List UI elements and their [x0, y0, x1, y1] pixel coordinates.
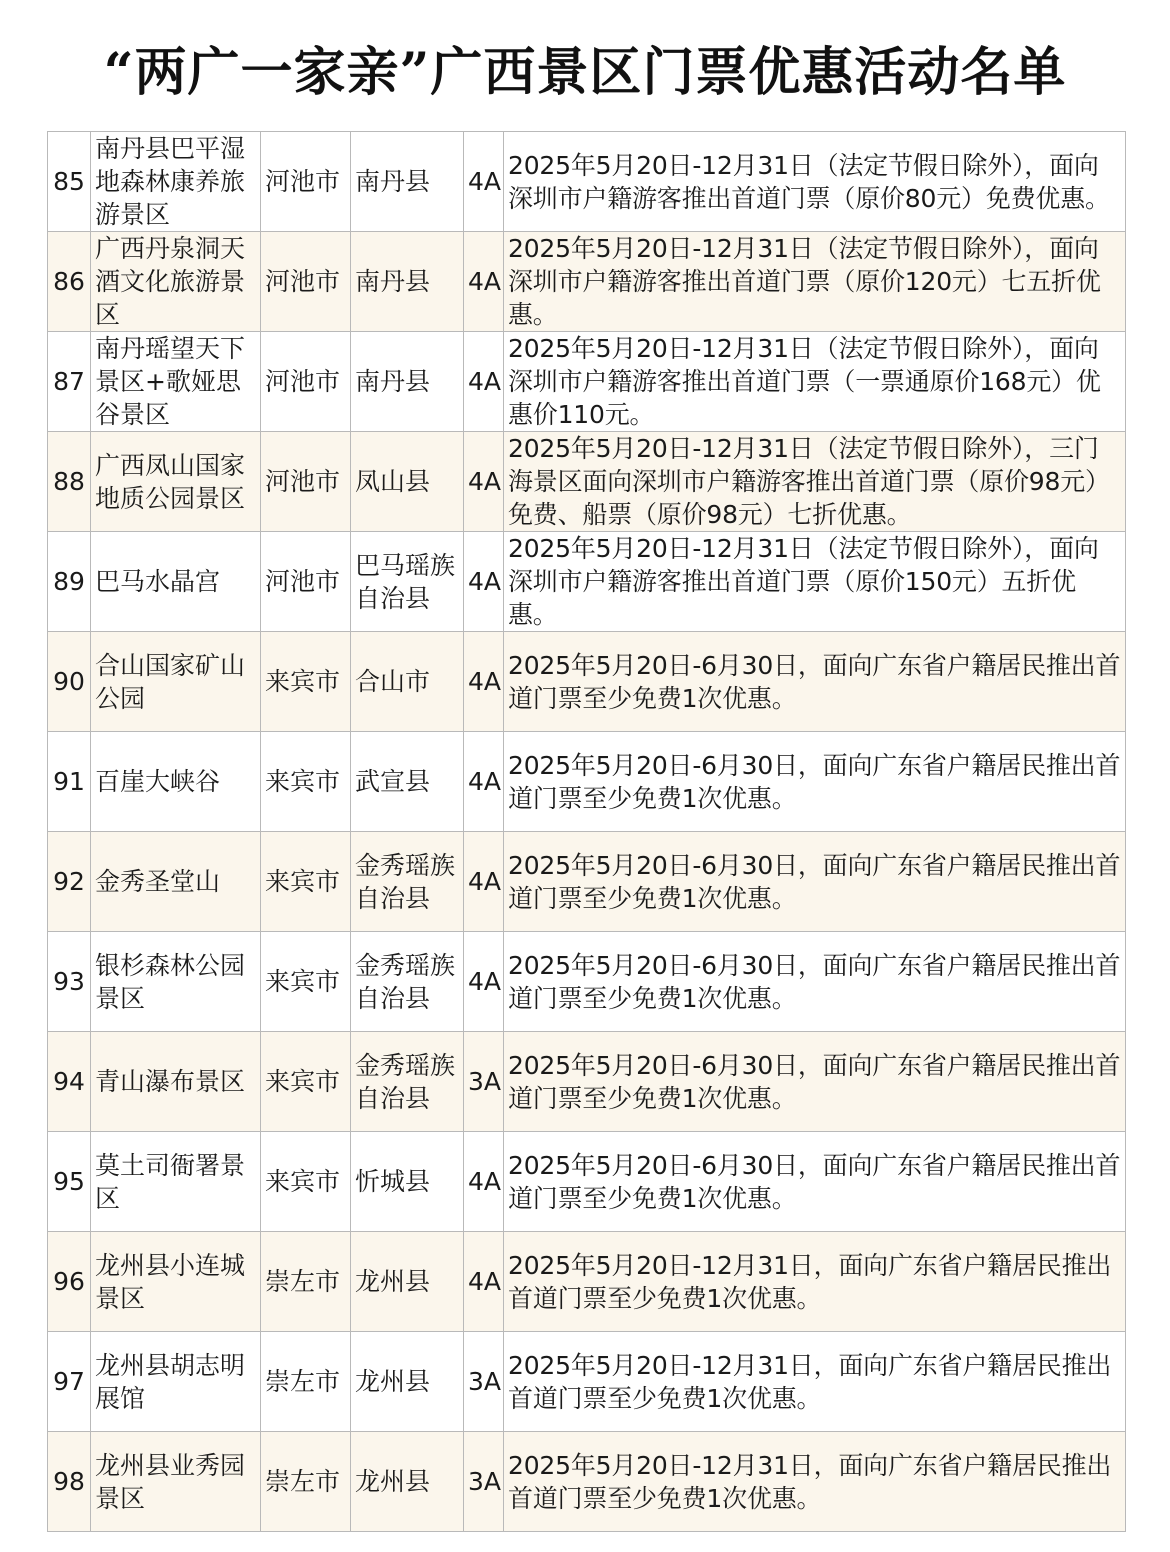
- county-name: 凤山县: [351, 432, 464, 532]
- table-row: [48, 532, 1126, 632]
- scenic-level: 3A: [464, 1432, 504, 1532]
- county-name: 南丹县: [351, 132, 464, 232]
- discount-detail: 2025年5月20日-6月30日，面向广东省户籍居民推出首道门票至少免费1次优惠。: [504, 732, 1126, 832]
- table-row: [48, 132, 1126, 232]
- row-number: 97: [48, 1332, 91, 1432]
- row-number: 94: [48, 1032, 91, 1132]
- scenic-name: 银杉森林公园景区: [91, 932, 261, 1032]
- row-number: 93: [48, 932, 91, 1032]
- city-name: 河池市: [261, 332, 351, 432]
- city-name: 崇左市: [261, 1232, 351, 1332]
- county-name: 金秀瑶族自治县: [351, 1032, 464, 1132]
- discount-detail: 2025年5月20日-12月31日（法定节假日除外），面向深圳市户籍游客推出首道门票（原价150元）五折优惠。: [504, 532, 1126, 632]
- row-number: 91: [48, 732, 91, 832]
- scenic-level: 4A: [464, 632, 504, 732]
- scenic-level: 4A: [464, 432, 504, 532]
- scenic-name: 青山瀑布景区: [91, 1032, 261, 1132]
- scenic-name: 百崖大峡谷: [91, 732, 261, 832]
- scenic-name: 龙州县业秀园景区: [91, 1432, 261, 1532]
- scenic-level: 4A: [464, 532, 504, 632]
- discount-detail: 2025年5月20日-12月31日，面向广东省户籍居民推出首道门票至少免费1次优惠。: [504, 1432, 1126, 1532]
- county-name: 南丹县: [351, 232, 464, 332]
- discount-detail: 2025年5月20日-6月30日，面向广东省户籍居民推出首道门票至少免费1次优惠。: [504, 832, 1126, 932]
- city-name: 来宾市: [261, 1032, 351, 1132]
- discount-detail: 2025年5月20日-12月31日（法定节假日除外），三门海景区面向深圳市户籍游客推出首道门票（原价98元）免费、船票（原价98元）七折优惠。: [504, 432, 1126, 532]
- table-row: [48, 1132, 1126, 1232]
- discount-detail: 2025年5月20日-12月31日（法定节假日除外），面向深圳市户籍游客推出首道门票（一票通原价168元）优惠价110元。: [504, 332, 1126, 432]
- county-name: 龙州县: [351, 1232, 464, 1332]
- scenic-name: 广西凤山国家地质公园景区: [91, 432, 261, 532]
- row-number: 85: [48, 132, 91, 232]
- county-name: 龙州县: [351, 1432, 464, 1532]
- county-name: 龙州县: [351, 1332, 464, 1432]
- scenic-level: 3A: [464, 1032, 504, 1132]
- city-name: 河池市: [261, 232, 351, 332]
- table-row: [48, 1232, 1126, 1332]
- row-number: 95: [48, 1132, 91, 1232]
- scenic-discount-table: [47, 131, 1126, 1532]
- scenic-level: 4A: [464, 732, 504, 832]
- scenic-name: 合山国家矿山公园: [91, 632, 261, 732]
- row-number: 88: [48, 432, 91, 532]
- scenic-name: 莫土司衙署景区: [91, 1132, 261, 1232]
- city-name: 来宾市: [261, 832, 351, 932]
- row-number: 86: [48, 232, 91, 332]
- county-name: 金秀瑶族自治县: [351, 832, 464, 932]
- county-name: 武宣县: [351, 732, 464, 832]
- table-row: [48, 232, 1126, 332]
- table-row: [48, 1432, 1126, 1532]
- scenic-name: 龙州县小连城景区: [91, 1232, 261, 1332]
- county-name: 忻城县: [351, 1132, 464, 1232]
- county-name: 金秀瑶族自治县: [351, 932, 464, 1032]
- discount-detail: 2025年5月20日-12月31日（法定节假日除外），面向深圳市户籍游客推出首道门票（原价80元）免费优惠。: [504, 132, 1126, 232]
- city-name: 崇左市: [261, 1432, 351, 1532]
- row-number: 98: [48, 1432, 91, 1532]
- city-name: 崇左市: [261, 1332, 351, 1432]
- table-row: [48, 1332, 1126, 1432]
- scenic-level: 4A: [464, 1132, 504, 1232]
- scenic-level: 4A: [464, 132, 504, 232]
- discount-detail: 2025年5月20日-6月30日，面向广东省户籍居民推出首道门票至少免费1次优惠。: [504, 932, 1126, 1032]
- row-number: 92: [48, 832, 91, 932]
- scenic-level: 4A: [464, 832, 504, 932]
- scenic-level: 3A: [464, 1332, 504, 1432]
- discount-detail: 2025年5月20日-12月31日（法定节假日除外），面向深圳市户籍游客推出首道门票（原价120元）七五折优惠。: [504, 232, 1126, 332]
- row-number: 96: [48, 1232, 91, 1332]
- scenic-name: 南丹县巴平湿地森林康养旅游景区: [91, 132, 261, 232]
- discount-detail: 2025年5月20日-12月31日，面向广东省户籍居民推出首道门票至少免费1次优惠。: [504, 1332, 1126, 1432]
- county-name: 南丹县: [351, 332, 464, 432]
- scenic-name: 广西丹泉洞天酒文化旅游景区: [91, 232, 261, 332]
- discount-detail: 2025年5月20日-6月30日，面向广东省户籍居民推出首道门票至少免费1次优惠。: [504, 1032, 1126, 1132]
- city-name: 来宾市: [261, 932, 351, 1032]
- row-number: 90: [48, 632, 91, 732]
- page-title: “两广一家亲”广西景区门票优惠活动名单: [103, 42, 1067, 103]
- city-name: 来宾市: [261, 632, 351, 732]
- scenic-name: 巴马水晶宫: [91, 532, 261, 632]
- city-name: 河池市: [261, 432, 351, 532]
- table-row: [48, 1032, 1126, 1132]
- city-name: 来宾市: [261, 732, 351, 832]
- scenic-level: 4A: [464, 1232, 504, 1332]
- scenic-name: 龙州县胡志明展馆: [91, 1332, 261, 1432]
- scenic-name: 金秀圣堂山: [91, 832, 261, 932]
- scenic-level: 4A: [464, 932, 504, 1032]
- discount-detail: 2025年5月20日-6月30日，面向广东省户籍居民推出首道门票至少免费1次优惠。: [504, 1132, 1126, 1232]
- row-number: 89: [48, 532, 91, 632]
- city-name: 河池市: [261, 132, 351, 232]
- table-row: [48, 632, 1126, 732]
- table-row: [48, 732, 1126, 832]
- table-row: [48, 432, 1126, 532]
- table-row: [48, 932, 1126, 1032]
- scenic-level: 4A: [464, 232, 504, 332]
- city-name: 河池市: [261, 532, 351, 632]
- discount-detail: 2025年5月20日-6月30日，面向广东省户籍居民推出首道门票至少免费1次优惠。: [504, 632, 1126, 732]
- row-number: 87: [48, 332, 91, 432]
- scenic-name: 南丹瑶望天下景区+歌娅思谷景区: [91, 332, 261, 432]
- scenic-level: 4A: [464, 332, 504, 432]
- county-name: 巴马瑶族自治县: [351, 532, 464, 632]
- city-name: 来宾市: [261, 1132, 351, 1232]
- table-row: [48, 332, 1126, 432]
- table-row: [48, 832, 1126, 932]
- discount-detail: 2025年5月20日-12月31日，面向广东省户籍居民推出首道门票至少免费1次优惠。: [504, 1232, 1126, 1332]
- county-name: 合山市: [351, 632, 464, 732]
